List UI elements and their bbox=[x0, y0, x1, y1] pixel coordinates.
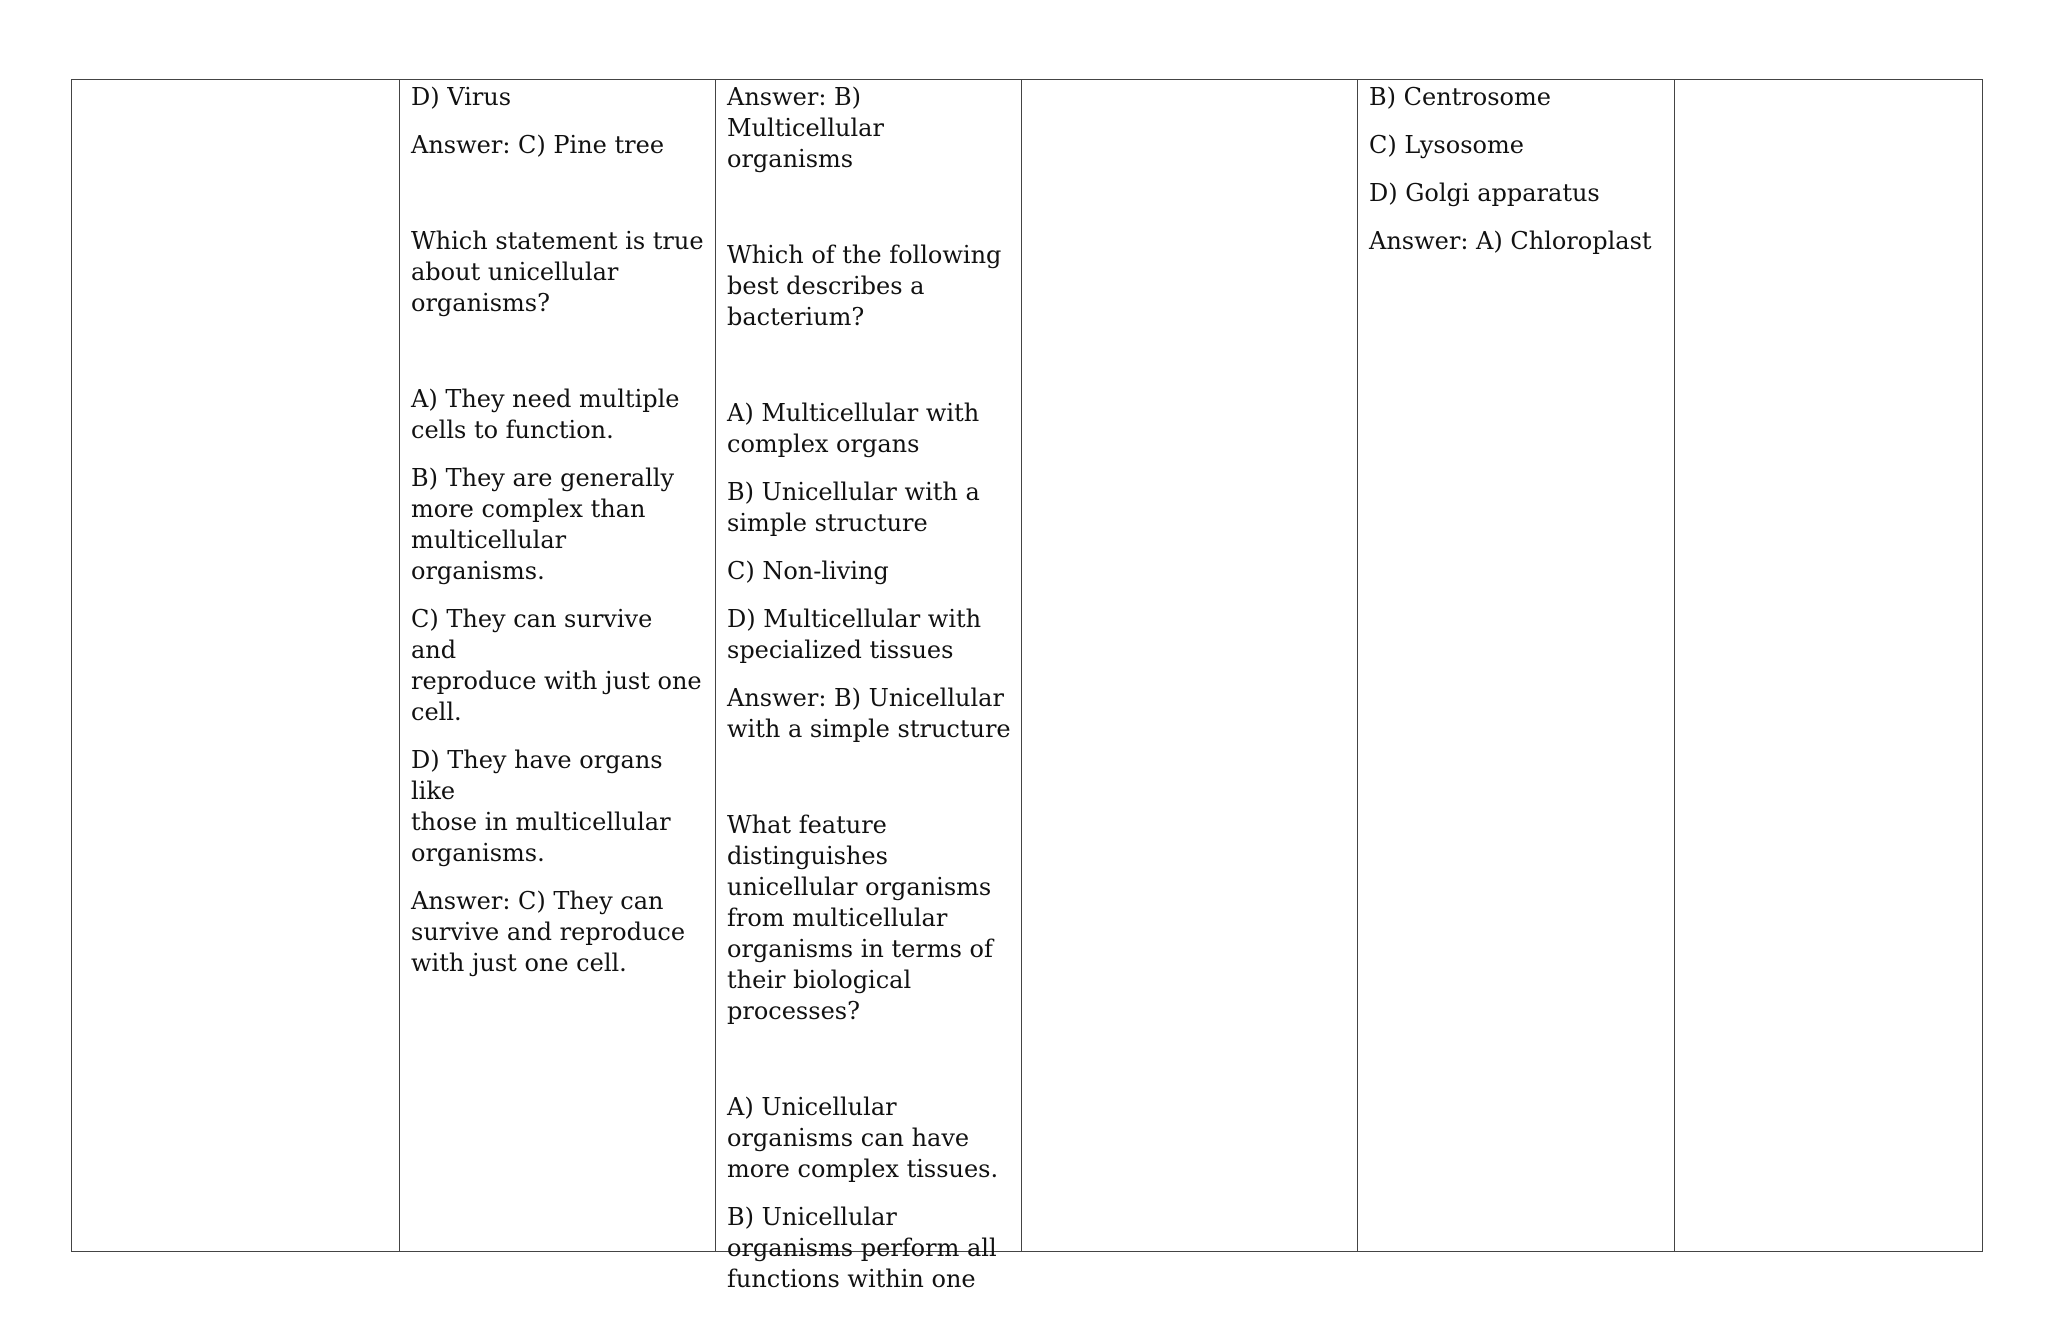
cell-paragraph: Answer: C) They can survive and reproduce with just one cell. bbox=[411, 887, 686, 977]
table-column-4 bbox=[1021, 80, 1357, 1251]
paragraph-spacer bbox=[727, 762, 1011, 810]
cell-paragraph: C) Non-living bbox=[727, 557, 889, 585]
cell-paragraph: B) Unicellular organisms perform all functions within one bbox=[727, 1203, 997, 1293]
lesson-table bbox=[71, 79, 1983, 1293]
cell-paragraph: C) Lysosome bbox=[1369, 131, 1524, 159]
cell-paragraph: C) They can survive and reproduce with just one cell. bbox=[411, 605, 702, 726]
cell-paragraph: A) They need multiple cells to function. bbox=[411, 385, 680, 444]
table-column-5 bbox=[1357, 80, 1674, 1251]
cell-paragraph: D) Virus bbox=[411, 83, 512, 111]
cell-paragraph: B) They are generally more complex than multicellular organisms. bbox=[411, 464, 675, 585]
cell-paragraph: A) Unicellular organisms can have more complex tissues. bbox=[727, 1093, 999, 1183]
paragraph-spacer bbox=[727, 1044, 1011, 1092]
table-column-1 bbox=[72, 80, 399, 1251]
cell-paragraph: D) Golgi apparatus bbox=[1369, 179, 1600, 207]
cell-paragraph: What feature distinguishes unicellular organisms from multicellular organisms in terms of their biological processes? bbox=[727, 811, 993, 1025]
table-column-2 bbox=[399, 80, 715, 1251]
cell-paragraph: Answer: A) Chloroplast bbox=[1369, 227, 1652, 255]
cell-paragraph: Answer: C) Pine tree bbox=[411, 131, 665, 159]
cell-paragraph: B) Centrosome bbox=[1369, 83, 1551, 111]
paragraph-spacer bbox=[727, 350, 1011, 398]
cell-paragraph: D) Multicellular with specialized tissues bbox=[727, 605, 982, 664]
paragraph-spacer bbox=[411, 178, 705, 226]
paragraph-spacer bbox=[727, 192, 1011, 240]
cell-paragraph: Which of the following best describes a bacterium? bbox=[727, 241, 1002, 331]
paragraph-spacer bbox=[411, 336, 705, 384]
cell-paragraph: A) Multicellular with complex organs bbox=[727, 399, 980, 458]
cell-paragraph: D) They have organs like those in multicellular organisms. bbox=[411, 746, 671, 867]
cell-paragraph: Which statement is true about unicellular organisms? bbox=[411, 227, 704, 317]
table-column-6 bbox=[1674, 80, 1982, 1251]
cell-paragraph: B) Unicellular with a simple structure bbox=[727, 478, 980, 537]
cell-paragraph: Answer: B) Unicellular with a simple structure bbox=[727, 684, 1011, 743]
table-column-3 bbox=[715, 80, 1021, 1293]
cell-paragraph: Answer: B) Multicellular organisms bbox=[727, 83, 884, 173]
